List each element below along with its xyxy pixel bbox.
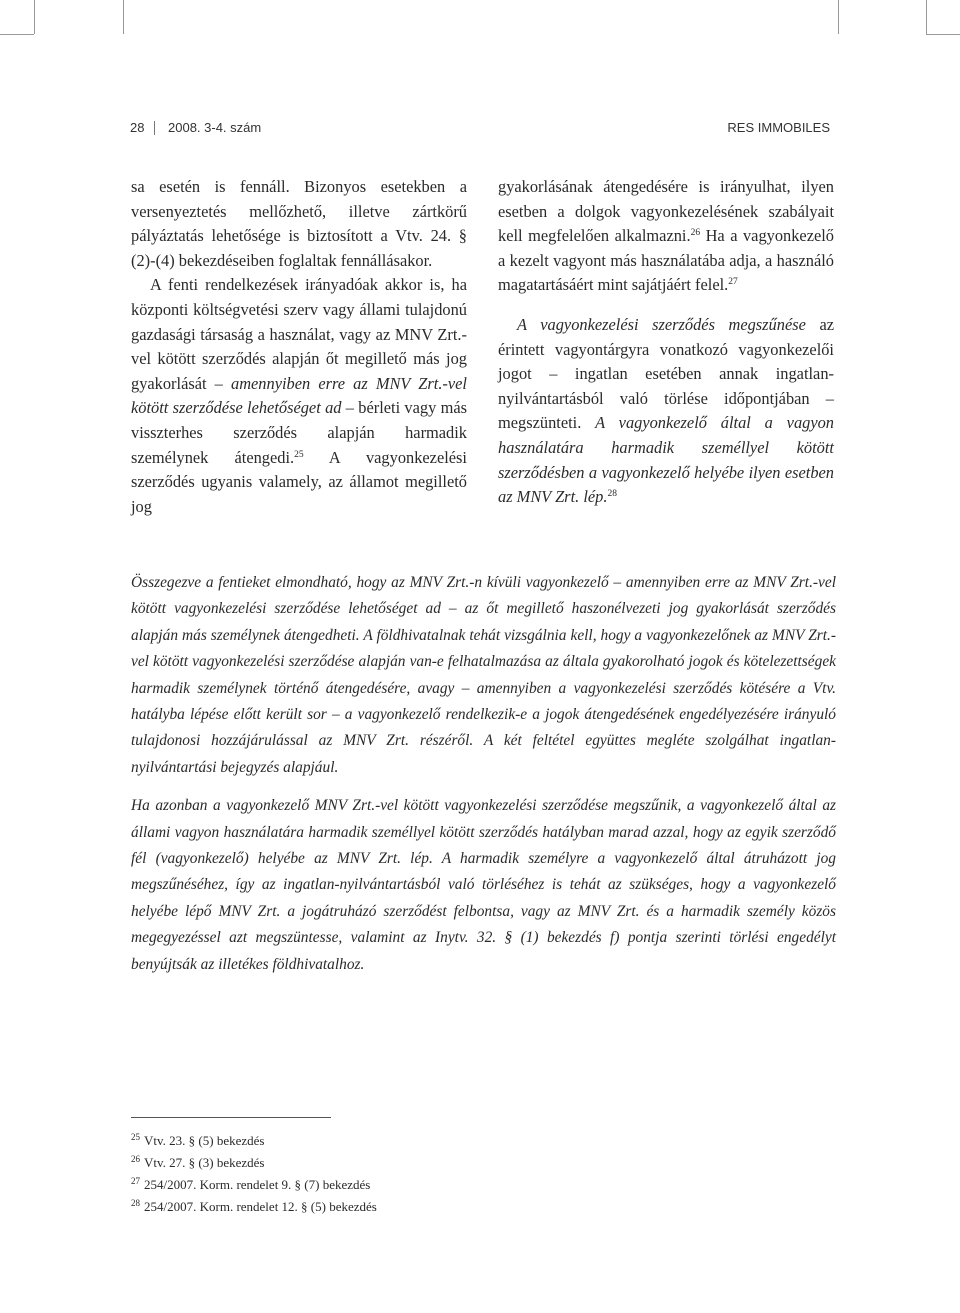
- crop-mark: [926, 0, 927, 34]
- footnote-text: 254/2007. Korm. rendelet 12. § (5) bekezdés: [144, 1199, 377, 1214]
- paragraph: [498, 175, 834, 298]
- crop-mark: [34, 0, 35, 34]
- footnote-ref[interactable]: 25: [294, 449, 304, 460]
- text-run: Ha a vagyonkezelő a kezelt vagyont más használatába adja, a használó magatartásáért mint sajátjáért felel.: [498, 226, 835, 295]
- footnote-number: 25: [131, 1132, 140, 1142]
- page-number: 28: [130, 120, 145, 135]
- footnote-number: 27: [131, 1176, 140, 1186]
- header-separator: [154, 121, 155, 135]
- issue-label: 2008. 3-4. szám: [168, 120, 262, 135]
- text-run: az érintett vagyontárgyra vonatkozó vagyonkezelői jogot – ingatlan esetében annak ingatlan-nyilvántartásból való törlése időpontjában – megszünteti.: [498, 314, 834, 433]
- crop-mark: [838, 0, 839, 34]
- footnote-ref[interactable]: 26: [690, 228, 701, 239]
- italic-run: A vagyonkezelési szerződés megszűnése: [517, 314, 806, 334]
- running-header: [130, 120, 830, 140]
- footnote-text: Vtv. 27. § (3) bekezdés: [144, 1155, 265, 1170]
- footnote-text: 254/2007. Korm. rendelet 9. § (7) bekezdés: [144, 1177, 371, 1192]
- footnote-rule: [131, 1117, 331, 1118]
- italic-run: amennyiben erre az MNV Zrt.-vel kötött szerződése lehetőséget ad: [131, 373, 467, 418]
- footnote: [131, 1152, 631, 1174]
- summary-paragraph: Ha azonban a vagyonkezelő MNV Zrt.-vel kötött vagyonkezelési szerződése megszűnik, a vagyonkezelő által az állami vagyon használatára harmadik személlyel kötött szerződés hatályban marad azzal, hogy az egyik szerződő fél (vagyonkezelő) helyébe az MNV Zrt. lép. A harmadik személyre a vagyonkezelő által átruházott jog megszűnéséhez, így az ingatlan-nyilvántartásból való törléséhez is tehát az szükséges, hogy a vagyonkezelő helyébe lépő MNV Zrt. a jogátruházó szerződést felbontsa, vagy az MNV Zrt. és a harmadik személy közös megegyezéssel azt megszüntesse, valamint az Inytv. 32. § (1) bekezdés f) pontja szerinti törlési engedélyt benyújtsák az illetékes földhivatalhoz.: [131, 797, 836, 973]
- footnote-number: 26: [131, 1154, 140, 1164]
- footnote-ref[interactable]: 28: [607, 489, 617, 500]
- footnotes: [131, 1130, 631, 1218]
- left-column: [131, 175, 467, 519]
- text-run: – bérleti vagy más visszterhes szerződés alapján harmadik személynek átengedi.: [131, 398, 467, 467]
- footnote: [131, 1174, 631, 1196]
- crop-mark: [123, 0, 124, 34]
- text-run: gyakorlásának átengedésére is irányulhat, ilyen esetben a dolgok vagyonkezelésének szabályait kell megfelelően alkalmazni.: [498, 177, 834, 246]
- summary-box: [131, 570, 836, 978]
- paragraph: [131, 273, 467, 519]
- footnote-ref[interactable]: 27: [728, 277, 738, 288]
- crop-mark: [0, 34, 34, 35]
- crop-mark: [926, 34, 960, 35]
- footnote-text: Vtv. 23. § (5) bekezdés: [144, 1133, 265, 1148]
- italic-run: A vagyonkezelő által a vagyon használatára harmadik személlyel kötött szerződésben a vagyonkezelő helyébe ilyen esetben az MNV Zrt. lép.: [498, 413, 834, 507]
- paragraph: [498, 313, 834, 510]
- summary-paragraph: Összegezve a fentieket elmondható, hogy az MNV Zrt.-n kívüli vagyonkezelő – amennyiben erre az MNV Zrt.-vel kötött vagyonkezelési szerződése lehetőséget ad – az őt megillető haszonélvezeti jog gyakorlását szerződés alapján más személynek átengedheti. A földhivatalnak tehát vizsgálnia kell, hogy a vagyonkezelőnek az MNV Zrt.-vel kötött vagyonkezelési szerződése alapján van-e felhatalmazása az általa gyakorolható jogok és kötelezettségek harmadik személynek történő átengedésére, avagy – amennyiben a vagyonkezelési szerződés kötésére a Vtv. hatályba lépése előtt került sor – a vagyonkezelő rendelkezik-e a jogok átengedésének engedélyezésére irányuló tulajdonosi hozzájárulással az MNV Zrt. részéről. A két feltétel együttes megléte szolgálhat ingatlan-nyilvántartási bejegyzés alapjául.: [131, 574, 836, 776]
- journal-title: RES IMMOBILES: [727, 120, 830, 135]
- footnote: [131, 1130, 631, 1152]
- text-run: A fenti rendelkezések irányadóak akkor is, ha központi költségvetési szerv vagy állami tulajdonú gazdasági társaság a használat, vagy az MNV Zrt.-vel kötött szerződés alapján őt megillető más jog gyakorlását –: [131, 275, 467, 393]
- footnote-number: 28: [131, 1198, 140, 1208]
- footnote: [131, 1196, 631, 1218]
- right-column: [498, 175, 834, 510]
- text-run: A vagyonkezelési szerződés ugyanis valamely, az államot megillető jog: [131, 447, 467, 516]
- paragraph: sa esetén is fennáll. Bizonyos esetekben a versenyeztetés mellőzhető, illetve zártkörű pályáztatás lehetősége is biztosított a Vtv. 24. § (2)-(4) bekezdéseiben foglaltak fennállásakor.: [131, 177, 467, 270]
